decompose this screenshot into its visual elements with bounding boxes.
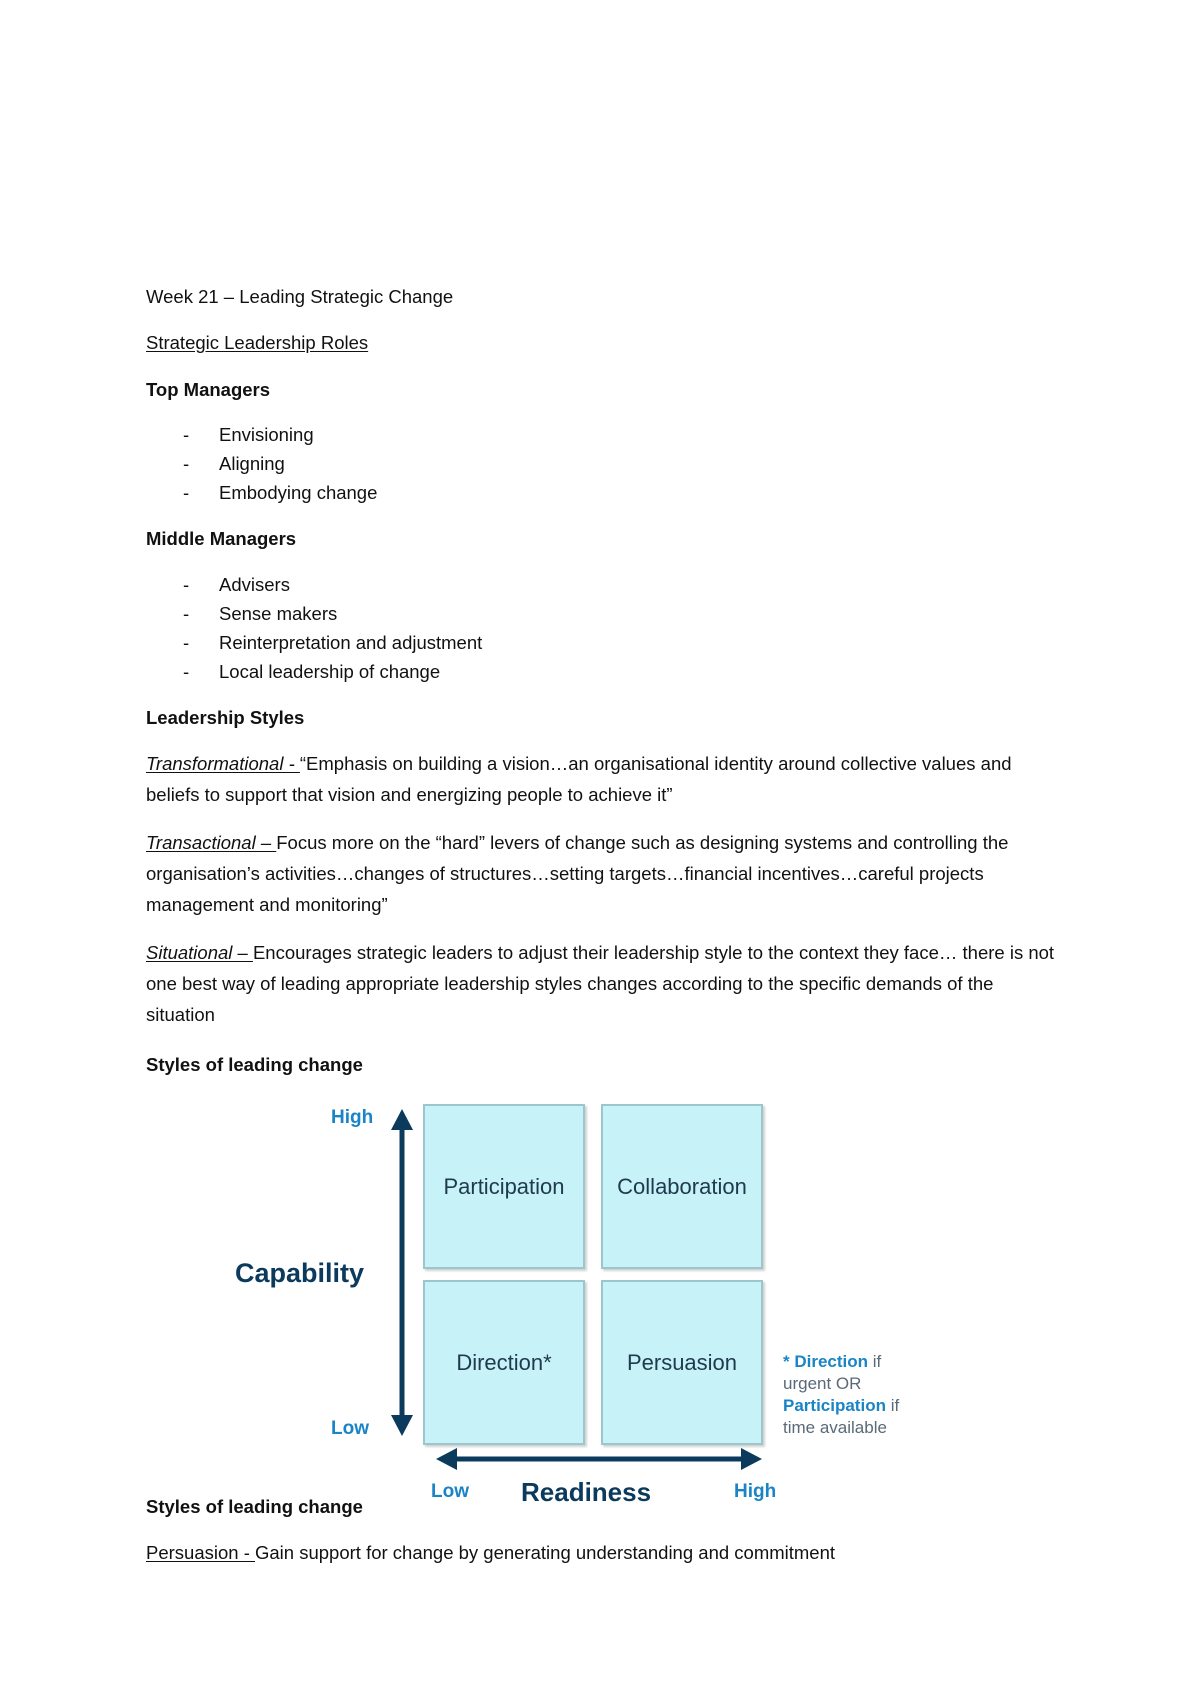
x-axis-arrowhead-left [436,1448,457,1470]
top-managers-heading: Top Managers [146,379,271,400]
y-axis-title: Capability [235,1258,365,1288]
x-axis-arrowhead-right [741,1448,762,1470]
transformational-text: “Emphasis on building a vision…an organisational identity around collective values and beliefs to support that vision and energizing people to achieve it” [146,753,1012,805]
y-axis-high-label: High [331,1107,374,1128]
x-axis-title: Readiness [521,1477,652,1507]
x-axis-high-label: High [734,1481,777,1502]
y-axis-low-label: Low [331,1418,369,1439]
bullet-dash: - [183,574,190,595]
collaboration-cell: Collaboration [601,1104,763,1269]
bullet-dash: - [183,603,190,624]
transactional-term: Transactional – [146,832,277,853]
footnote-participation: Participation [783,1396,886,1415]
styles-of-leading-change-heading-2: Styles of leading change [146,1496,363,1517]
list-item-text: Aligning [219,453,285,474]
x-axis-low-label: Low [431,1481,469,1502]
footnote-direction: Direction [794,1352,869,1371]
persuasion-term: Persuasion - [146,1542,255,1563]
persuasion-text: Gain support for change by generating understanding and commitment [255,1542,836,1563]
direction-footnote: * Direction if urgent OR Participation if time available [783,1352,900,1437]
situational-text: Encourages strategic leaders to adjust their leadership style to the context they face… there is not one best way of leading appropriate leadership styles changes according to the specific demands of the situation [146,942,1055,1025]
list-item-text: Embodying change [219,482,378,503]
footnote-time: time available [783,1418,887,1437]
y-axis-arrowhead-down [391,1415,413,1436]
transformational-term: Transformational - [146,753,300,774]
leadership-styles-heading: Leadership Styles [146,707,305,728]
situational-term: Situational – [146,942,253,963]
bullet-dash: - [183,424,190,445]
bullet-dash: - [183,632,190,653]
direction-cell: Direction* [423,1280,585,1445]
footnote-urgent: urgent OR [783,1374,862,1393]
styles-of-leading-change-heading: Styles of leading change [146,1054,363,1075]
persuasion-paragraph [146,1543,835,1563]
middle-managers-heading: Middle Managers [146,528,297,549]
list-item-text: Reinterpretation and adjustment [219,632,483,653]
document-title: Week 21 – Leading Strategic Change [146,286,454,307]
list-item-text: Local leadership of change [219,661,441,682]
persuasion-cell: Persuasion [601,1280,763,1445]
bullet-dash: - [183,661,190,682]
list-item-text: Sense makers [219,603,338,624]
section-title: Strategic Leadership Roles [146,332,369,353]
participation-cell: Participation [423,1104,585,1269]
transactional-text: Focus more on the “hard” levers of change such as designing systems and controlling the organisation’s activities…changes of structures…setting targets…financial incentives…careful projects management and monitoring” [146,832,1009,915]
bullet-dash: - [183,482,190,503]
bullet-dash: - [183,453,190,474]
list-item-text: Envisioning [219,424,314,445]
list-item-text: Advisers [219,574,290,595]
y-axis-arrowhead-up [391,1109,413,1130]
